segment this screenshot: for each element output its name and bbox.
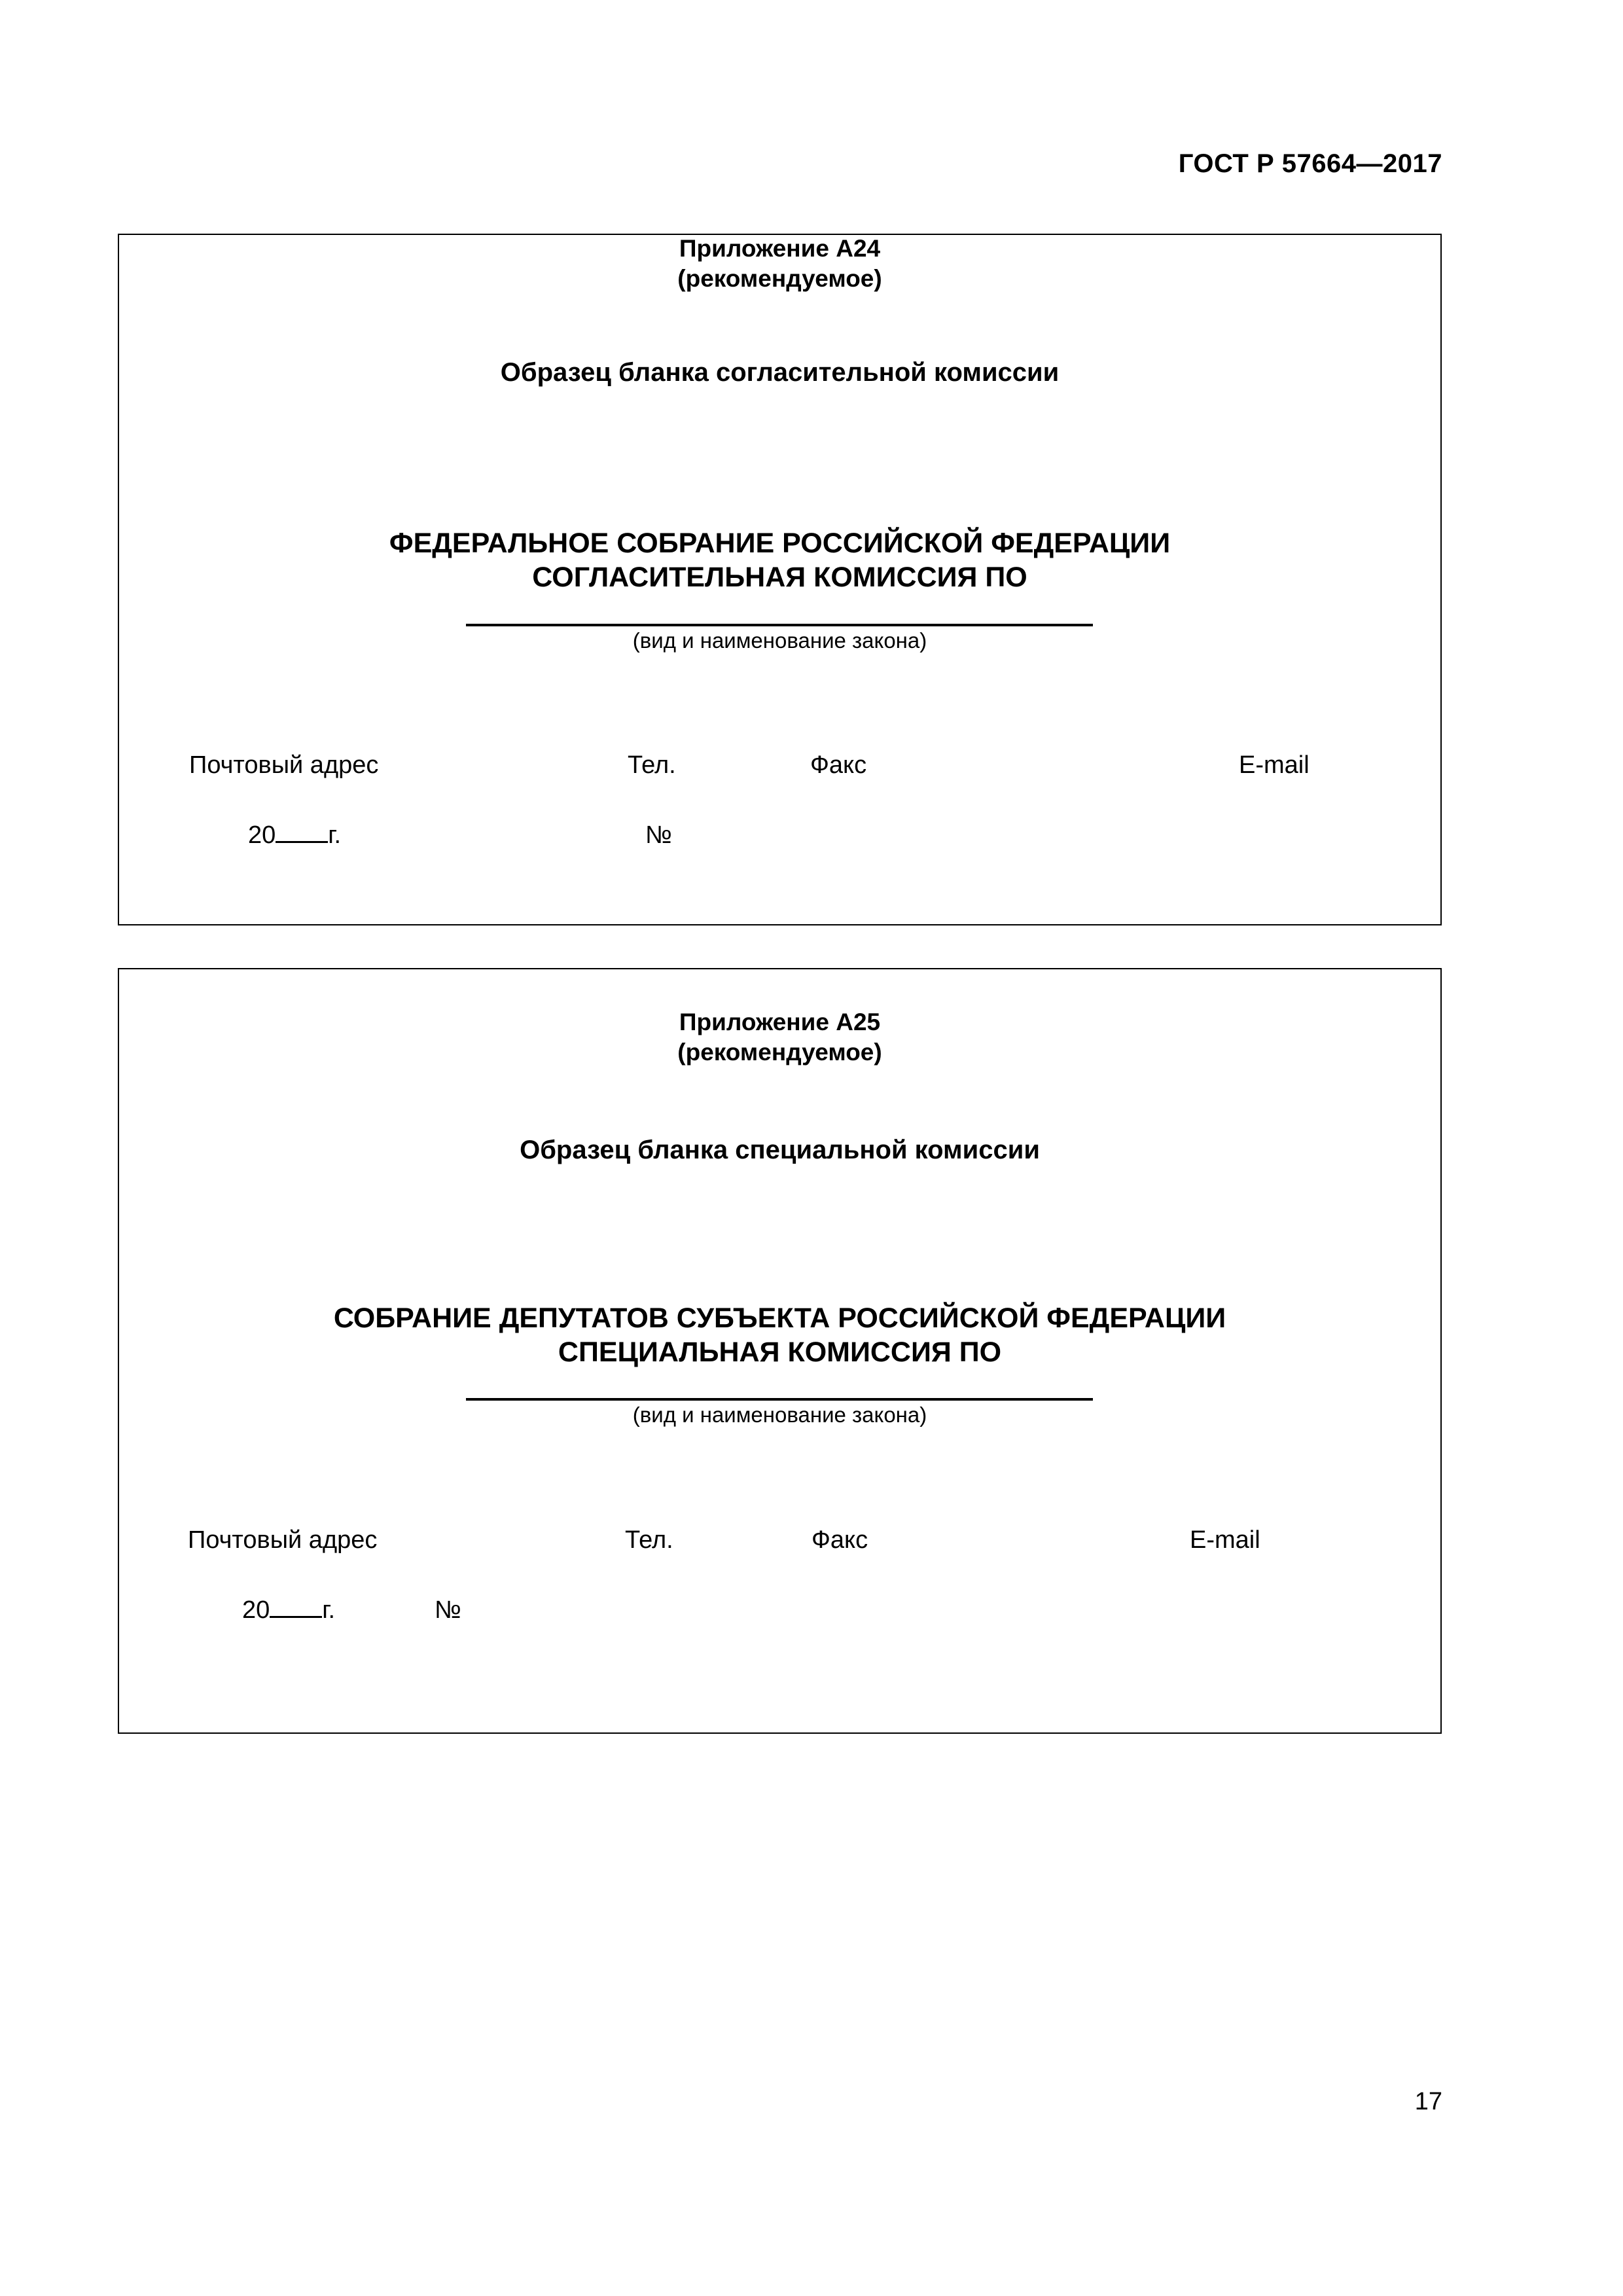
document-code: ГОСТ Р 57664—2017 <box>1178 149 1442 178</box>
annex-a25-sample-title: Образец бланка специальной комиссии <box>520 1136 1040 1164</box>
annex-a24-org-line2: СОГЛАСИТЕЛЬНАЯ КОМИССИЯ ПО <box>532 562 1027 593</box>
annex-a25-law-underline <box>466 1398 1093 1401</box>
annex-a24-date-blank <box>276 821 328 843</box>
annex-a25-date-prefix: 20 <box>242 1596 270 1624</box>
annex-a24-postal-label: Почтовый адрес <box>189 751 379 779</box>
annex-a24-sample-title: Образец бланка согласительной комиссии <box>500 358 1060 387</box>
annex-a24-number-label: № <box>645 821 672 849</box>
annex-a24-title: Приложение А24 <box>679 235 881 262</box>
annex-a25-phone-label: Тел. <box>625 1526 673 1554</box>
annex-a25-number-label: № <box>435 1596 461 1624</box>
annex-a25-date-suffix: г. <box>322 1596 336 1624</box>
annex-a25-fax-label: Факс <box>812 1526 868 1554</box>
annex-a24-frame <box>118 234 1442 925</box>
annex-a25-frame <box>118 968 1442 1734</box>
annex-a25-law-caption: (вид и наименование закона) <box>632 1403 927 1427</box>
annex-a24-email-label: E-mail <box>1239 751 1310 779</box>
annex-a25-postal-label: Почтовый адрес <box>188 1526 378 1554</box>
annex-a24-org-line1: ФЕДЕРАЛЬНОЕ СОБРАНИЕ РОССИЙСКОЙ ФЕДЕРАЦИИ <box>389 528 1171 559</box>
annex-a25-email-label: E-mail <box>1190 1526 1260 1554</box>
annex-a24-phone-label: Тел. <box>628 751 676 779</box>
annex-a24-law-caption: (вид и наименование закона) <box>632 628 927 653</box>
annex-a24-date <box>248 821 341 850</box>
annex-a25-org-line1: СОБРАНИЕ ДЕПУТАТОВ СУБЪЕКТА РОССИЙСКОЙ ФЕДЕРАЦИИ <box>333 1302 1226 1334</box>
annex-a24-fax-label: Факс <box>810 751 867 779</box>
annex-a25-date <box>242 1596 335 1624</box>
annex-a24-status: (рекомендуемое) <box>677 265 882 292</box>
annex-a25-title: Приложение А25 <box>679 1009 881 1035</box>
annex-a25-date-blank <box>270 1596 322 1618</box>
annex-a24-date-prefix: 20 <box>248 821 276 849</box>
annex-a24-date-suffix: г. <box>328 821 342 849</box>
annex-a25-org-line2: СПЕЦИАЛЬНАЯ КОМИССИЯ ПО <box>558 1336 1002 1368</box>
annex-a25-status: (рекомендуемое) <box>677 1039 882 1066</box>
annex-a24-law-underline <box>466 624 1093 626</box>
page-number: 17 <box>1414 2088 1442 2115</box>
